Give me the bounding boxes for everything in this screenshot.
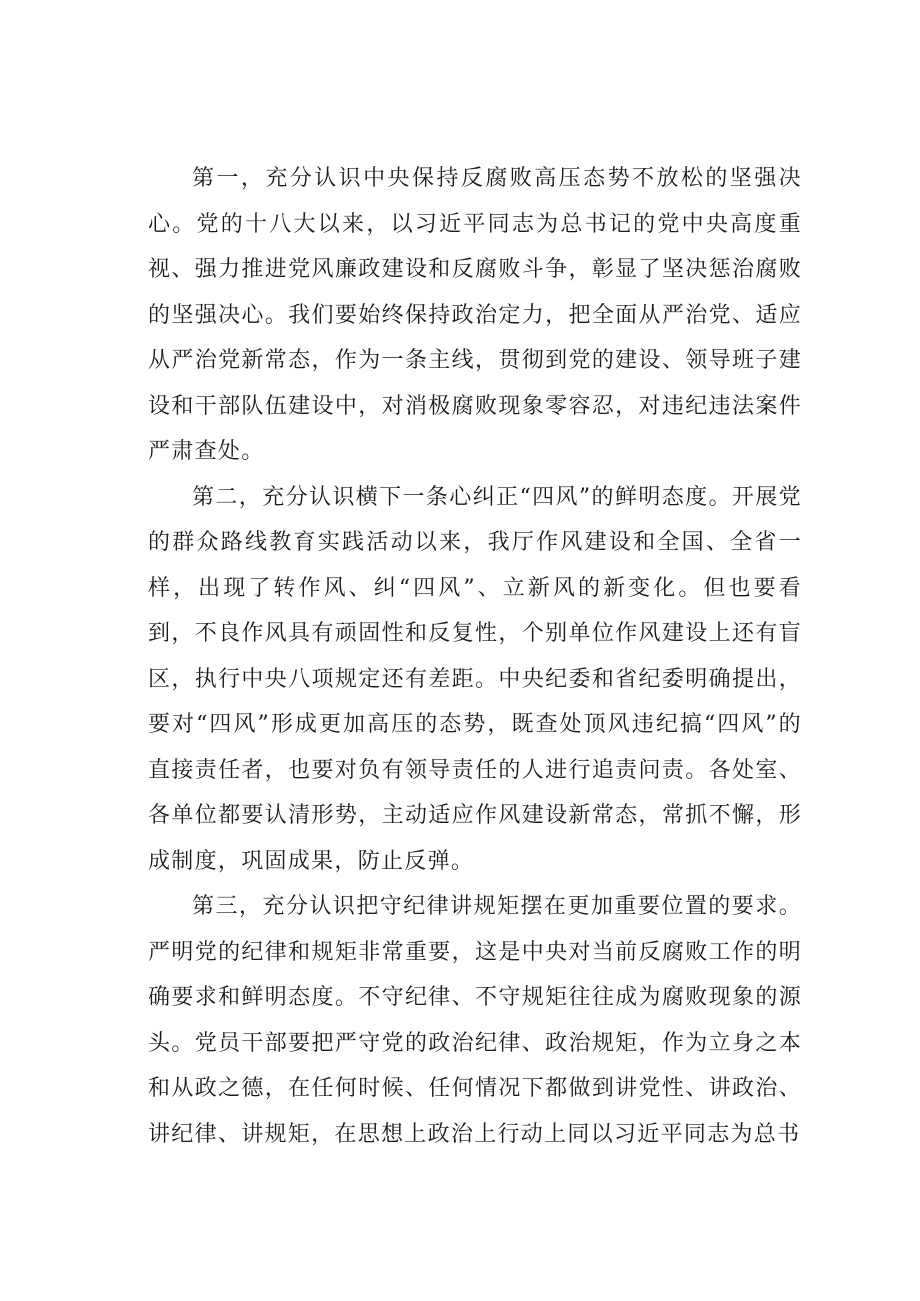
- paragraph-first: 第一，充分认识中央保持反腐败高压态势不放松的坚强决心。党的十八大以来，以习近平同志为总书记的党中央高度重视、强力推进党风廉政建设和反腐败斗争，彰显了坚决惩治腐败的坚强决心。我们要始终保持政治定力，把全面从严治党、适应从严治党新常态，作为一条主线，贯彻到党的建设、领导班子建设和干部队伍建设中，对消极腐败现象零容忍，对违纪违法案件严肃查处。: [148, 166, 802, 464]
- paragraph-third: 第三，充分认识把守纪律讲规矩摆在更加重要位置的要求。严明党的纪律和规矩非常重要，这是中央对当前反腐败工作的明确要求和鲜明态度。不守纪律、不守规矩往往成为腐败现象的源头。党员干部要把严守党的政治纪律、政治规矩，作为立身之本和从政之德，在任何时候、任何情况下都做到讲党性、讲政治、讲纪律、讲规矩，在思想上政治上行动上同以习近平同志为总书: [148, 894, 802, 1147]
- paragraph-second: 第二，充分认识横下一条心纠正“四风”的鲜明态度。开展党的群众路线教育实践活动以来，我厅作风建设和全国、全省一样，出现了转作风、纠“四风”、立新风的新变化。但也要看到，不良作风具有顽固性和反复性，个别单位作风建设上还有盲区，执行中央八项规定还有差距。中央纪委和省纪委明确提出，要对“四风”形成更加高压的态势，既查处顶风违纪搞“四风”的直接责任者，也要对负有领导责任的人进行追责问责。各处室、各单位都要认清形势，主动适应作风建设新常态，常抓不懈，形成制度，巩固成果，防止反弹。: [148, 484, 802, 874]
- document-body: [148, 156, 802, 1157]
